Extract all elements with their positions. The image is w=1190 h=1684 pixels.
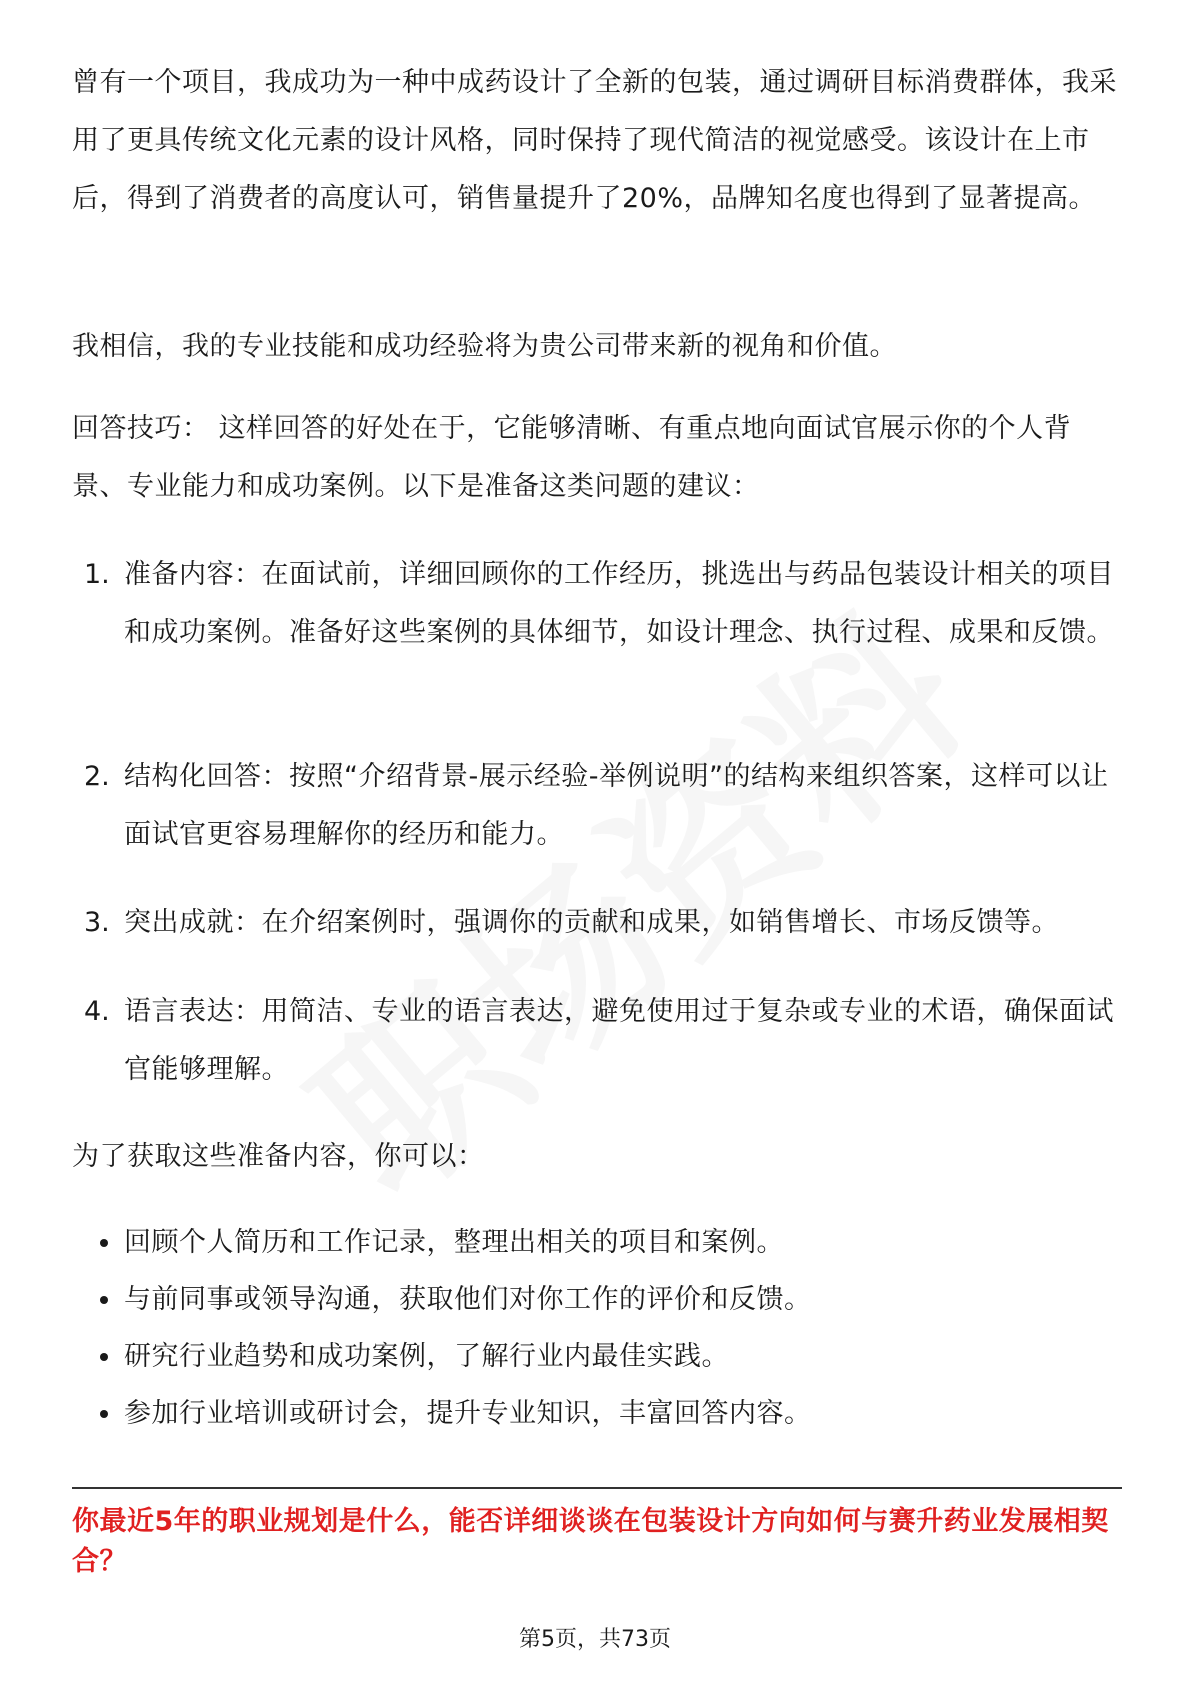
bullet-text: 回顾个人简历和工作记录，整理出相关的项目和案例。 xyxy=(124,1227,784,1258)
list-number: 2. xyxy=(84,761,110,792)
bullet-text: 参加行业培训或研讨会，提升专业知识，丰富回答内容。 xyxy=(124,1398,812,1429)
list-item-text: 突出成就：在介绍案例时，强调你的贡献和成果，如销售增长、市场反馈等。 xyxy=(124,907,1059,938)
intro-paragraph: 曾有一个项目，我成功为一种中成药设计了全新的包装，通过调研目标消费群体，我采用了更具传统文化元素的设计风格，同时保持了现代简洁的视觉感受。该设计在上市后，得到了消费者的高度认可，销售量提升了20%，品牌知名度也得到了显著提高。 xyxy=(72,67,1117,214)
document-page xyxy=(72,0,1122,1684)
page-number-footer: 第5页，共73页 xyxy=(519,1627,671,1652)
list-item-text: 结构化回答：按照“介绍背景-展示经验-举例说明”的结构来组织答案，这样可以让面试官更容易理解你的经历和能力。 xyxy=(124,761,1109,850)
bullet-list-item xyxy=(72,1328,1122,1385)
section-divider xyxy=(72,1487,1122,1489)
list-item-text: 准备内容：在面试前，详细回顾你的工作经历，挑选出与药品包装设计相关的项目和成功案例。准备好这些案例的具体细节，如设计理念、执行过程、成果和反馈。 xyxy=(124,559,1114,648)
bullet-dot-icon xyxy=(100,1296,108,1304)
bullet-dot-icon xyxy=(100,1239,108,1247)
belief-paragraph: 我相信，我的专业技能和成功经验将为贵公司带来新的视角和价值。 xyxy=(72,331,897,362)
bullet-dot-icon xyxy=(100,1353,108,1361)
list-number: 4. xyxy=(84,996,110,1027)
tips-paragraph: 回答技巧： 这样回答的好处在于，它能够清晰、有重点地向面试官展示你的个人背景、专业能力和成功案例。以下是准备这类问题的建议： xyxy=(72,413,1072,502)
bullet-list xyxy=(72,1214,1122,1442)
list-item-text: 语言表达：用简洁、专业的语言表达，避免使用过于复杂或专业的术语，确保面试官能够理解。 xyxy=(124,996,1114,1085)
list-number: 1. xyxy=(84,559,110,590)
list-number: 3. xyxy=(84,907,110,938)
bullet-list-item xyxy=(72,1214,1122,1271)
bullet-list-item xyxy=(72,1271,1122,1328)
bullet-text: 与前同事或领导沟通，获取他们对你工作的评价和反馈。 xyxy=(124,1284,812,1315)
bullet-dot-icon xyxy=(100,1410,108,1418)
prepare-paragraph: 为了获取这些准备内容，你可以： xyxy=(72,1141,485,1172)
bullet-list-item xyxy=(72,1385,1122,1442)
next-question-heading: 你最近5年的职业规划是什么，能否详细谈谈在包装设计方向如何与赛升药业发展相契合？ xyxy=(72,1506,1109,1577)
bullet-text: 研究行业趋势和成功案例，了解行业内最佳实践。 xyxy=(124,1341,729,1372)
